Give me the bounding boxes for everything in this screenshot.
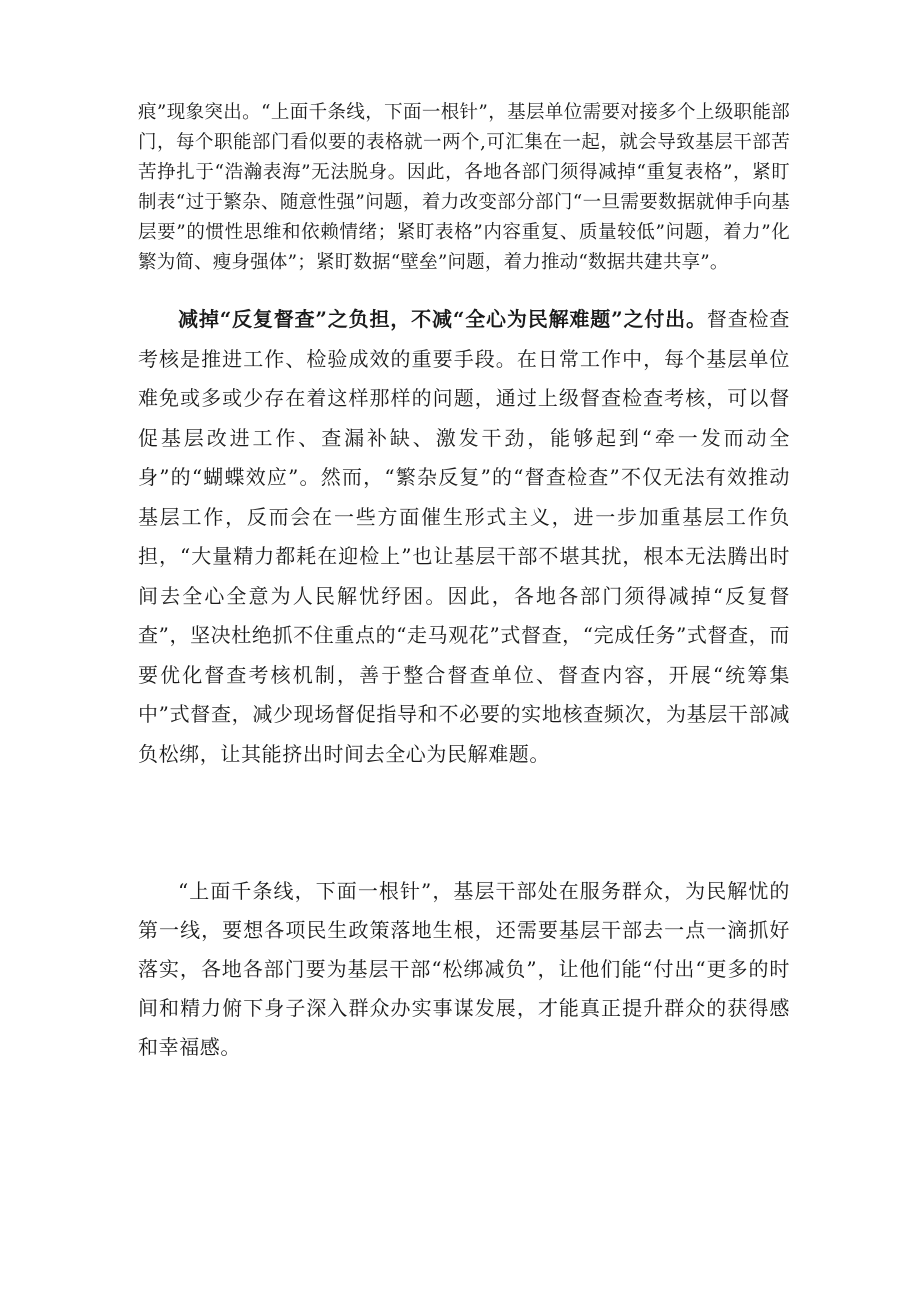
paragraph-3: “上面千条线，下面一根针”，基层干部处在服务群众，为民解忧的第一线，要想各项民生政策落地生根，还需要基层干部去一点一滴抓好落实，各地各部门要为基层干部“松绑减负”，让他们能“付出“更多的时间和精力俯下身子深入群众办实事谋发展，才能真正提升群众的获得感和幸福感。 bbox=[138, 879, 790, 1059]
paragraph-2 bbox=[138, 300, 790, 774]
paragraph-2-lead: 减掉“反复督查”之负担，不减“全心为民解难题”之付出。 bbox=[178, 307, 707, 331]
paragraph-1: 痕”现象突出。“上面千条线，下面一根针”，基层单位需要对接多个上级职能部门，每个职能部门看似要的表格就一两个,可汇集在一起，就会导致基层干部苦苦挣扎于“浩瀚表海”无法脱身。因此，各地各部门须得减掉“重复表格”，紧盯制表“过于繁杂、随意性强”问题，着力改变部分部门“一旦需要数据就伸手向基层要”的惯性思维和依赖情绪；紧盯表格”内容重复、质量较低”问题，着力”化繁为简、瘦身强体”；紧盯数据“壁垒”问题，着力推动“数据共建共享”。 bbox=[138, 102, 790, 273]
paragraph-2-body: 督查检查考核是推进工作、检验成效的重要手段。在日常工作中，每个基层单位难免或多或少存在着这样那样的问题，通过上级督查检查考核，可以督促基层改进工作、查漏补缺、激发干劲，能够起到“牵一发而动全身”的“蝴蝶效应”。然而，“繁杂反复”的“督查检查”不仅无法有效推动基层工作，反而会在一些方面催生形式主义，进一步加重基层工作负担，“大量精力都耗在迎检上”也让基层干部不堪其扰，根本无法腾出时间去全心全意为人民解忧纾困。因此，各地各部门须得减掉“反复督查”，坚决杜绝抓不住重点的“走马观花”式督查，“完成任务”式督查，而要优化督查考核机制，善于整合督查单位、督查内容，开展“统筹集中”式督查，减少现场督促指导和不必要的实地核查频次，为基层干部减负松绑，让其能挤出时间去全心为民解难题。 bbox=[138, 307, 790, 766]
